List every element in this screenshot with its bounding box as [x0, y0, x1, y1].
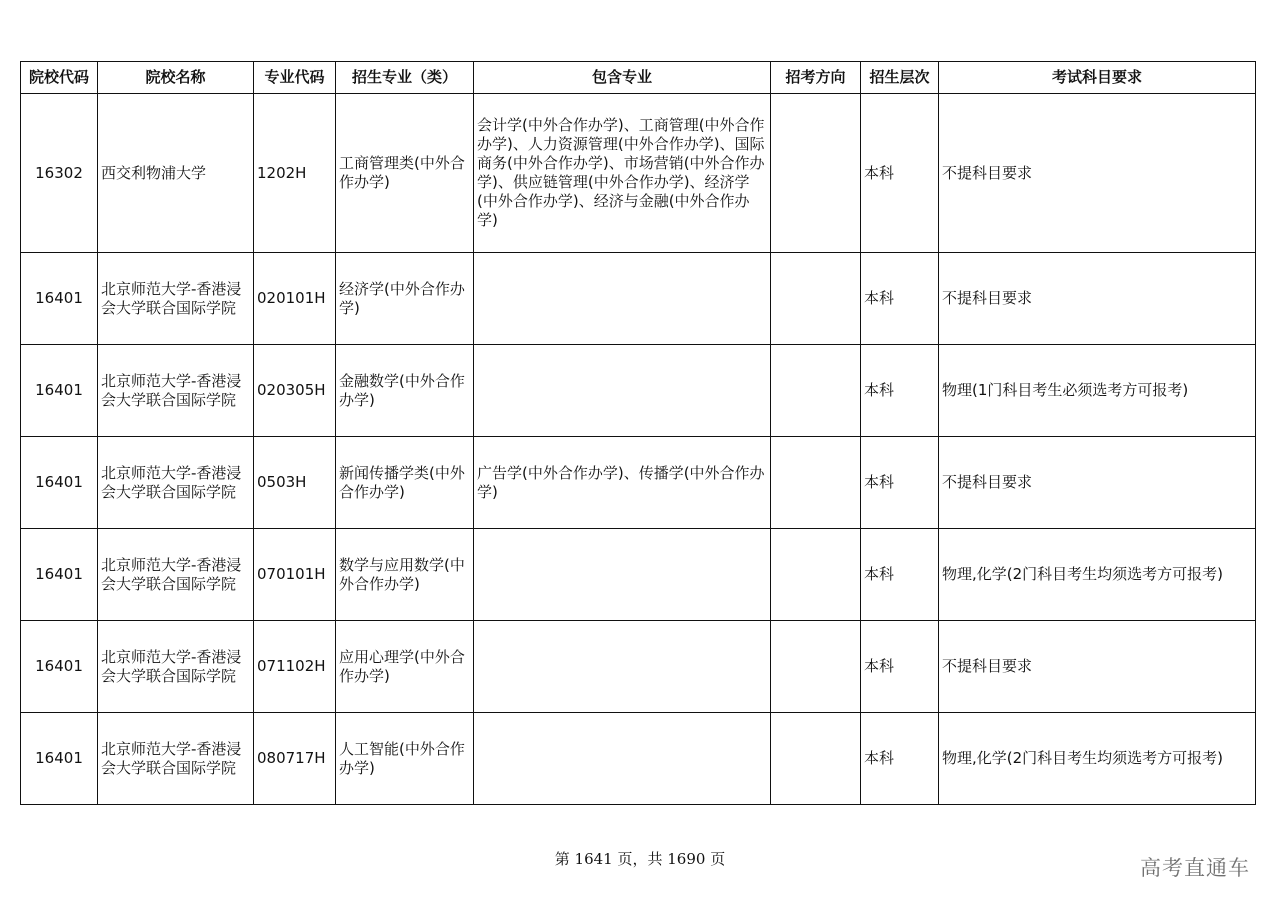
level-cell: 本科: [861, 713, 939, 805]
school-code-cell: 16401: [21, 713, 98, 805]
major-code-cell: 0503H: [254, 437, 336, 529]
major-code-cell: 071102H: [254, 621, 336, 713]
level-cell: 本科: [861, 345, 939, 437]
watermark: 高考直通车: [1140, 856, 1250, 880]
major-cell: 金融数学(中外合作办学): [336, 345, 474, 437]
major-code-cell: 1202H: [254, 94, 336, 253]
school-name-cell: 北京师范大学-香港浸会大学联合国际学院: [98, 437, 254, 529]
included-majors-cell: [474, 621, 771, 713]
header-major-code: 专业代码: [254, 62, 336, 94]
school-name-cell: 北京师范大学-香港浸会大学联合国际学院: [98, 621, 254, 713]
school-code-cell: 16401: [21, 621, 98, 713]
major-cell: 人工智能(中外合作办学): [336, 713, 474, 805]
included-majors-cell: [474, 529, 771, 621]
major-code-cell: 070101H: [254, 529, 336, 621]
direction-cell: [771, 713, 861, 805]
included-majors-cell: [474, 345, 771, 437]
header-direction: 招考方向: [771, 62, 861, 94]
included-majors-cell: 广告学(中外合作办学)、传播学(中外合作办学): [474, 437, 771, 529]
header-requirement: 考试科目要求: [939, 62, 1256, 94]
direction-cell: [771, 437, 861, 529]
requirement-cell: 不提科目要求: [939, 94, 1256, 253]
major-cell: 数学与应用数学(中外合作办学): [336, 529, 474, 621]
page-number: 第 1641 页，共 1690 页: [554, 850, 726, 868]
level-cell: 本科: [861, 253, 939, 345]
header-level: 招生层次: [861, 62, 939, 94]
included-majors-cell: [474, 253, 771, 345]
table-row: [21, 253, 1256, 345]
school-name-cell: 北京师范大学-香港浸会大学联合国际学院: [98, 345, 254, 437]
table-row: [21, 621, 1256, 713]
level-cell: 本科: [861, 529, 939, 621]
table-row: [21, 94, 1256, 253]
requirement-cell: 物理,化学(2门科目考生均须选考方可报考): [939, 529, 1256, 621]
major-cell: 工商管理类(中外合作办学): [336, 94, 474, 253]
level-cell: 本科: [861, 94, 939, 253]
school-code-cell: 16401: [21, 253, 98, 345]
direction-cell: [771, 94, 861, 253]
level-cell: 本科: [861, 621, 939, 713]
requirement-cell: 物理(1门科目考生必须选考方可报考): [939, 345, 1256, 437]
major-code-cell: 020305H: [254, 345, 336, 437]
requirement-cell: 不提科目要求: [939, 253, 1256, 345]
direction-cell: [771, 621, 861, 713]
header-school-name: 院校名称: [98, 62, 254, 94]
table-row: [21, 437, 1256, 529]
school-name-cell: 西交利物浦大学: [98, 94, 254, 253]
included-majors-cell: [474, 713, 771, 805]
requirement-cell: 不提科目要求: [939, 621, 1256, 713]
school-code-cell: 16302: [21, 94, 98, 253]
admission-table: [20, 61, 1256, 805]
major-code-cell: 020101H: [254, 253, 336, 345]
header-included-majors: 包含专业: [474, 62, 771, 94]
header-row: [21, 62, 1256, 94]
requirement-cell: 物理,化学(2门科目考生均须选考方可报考): [939, 713, 1256, 805]
school-name-cell: 北京师范大学-香港浸会大学联合国际学院: [98, 713, 254, 805]
major-cell: 经济学(中外合作办学): [336, 253, 474, 345]
table-row: [21, 713, 1256, 805]
school-code-cell: 16401: [21, 529, 98, 621]
requirement-cell: 不提科目要求: [939, 437, 1256, 529]
table-row: [21, 529, 1256, 621]
school-code-cell: 16401: [21, 437, 98, 529]
header-school-code: 院校代码: [21, 62, 98, 94]
major-cell: 应用心理学(中外合作办学): [336, 621, 474, 713]
school-name-cell: 北京师范大学-香港浸会大学联合国际学院: [98, 529, 254, 621]
header-major: 招生专业（类）: [336, 62, 474, 94]
direction-cell: [771, 529, 861, 621]
table-row: [21, 345, 1256, 437]
included-majors-cell: 会计学(中外合作办学)、工商管理(中外合作办学)、人力资源管理(中外合作办学)、国际商务(中外合作办学)、市场营销(中外合作办学)、供应链管理(中外合作办学)、经济学(中外合作办学)、经济与金融(中外合作办学): [474, 94, 771, 253]
school-code-cell: 16401: [21, 345, 98, 437]
major-cell: 新闻传播学类(中外合作办学): [336, 437, 474, 529]
level-cell: 本科: [861, 437, 939, 529]
major-code-cell: 080717H: [254, 713, 336, 805]
school-name-cell: 北京师范大学-香港浸会大学联合国际学院: [98, 253, 254, 345]
direction-cell: [771, 345, 861, 437]
direction-cell: [771, 253, 861, 345]
